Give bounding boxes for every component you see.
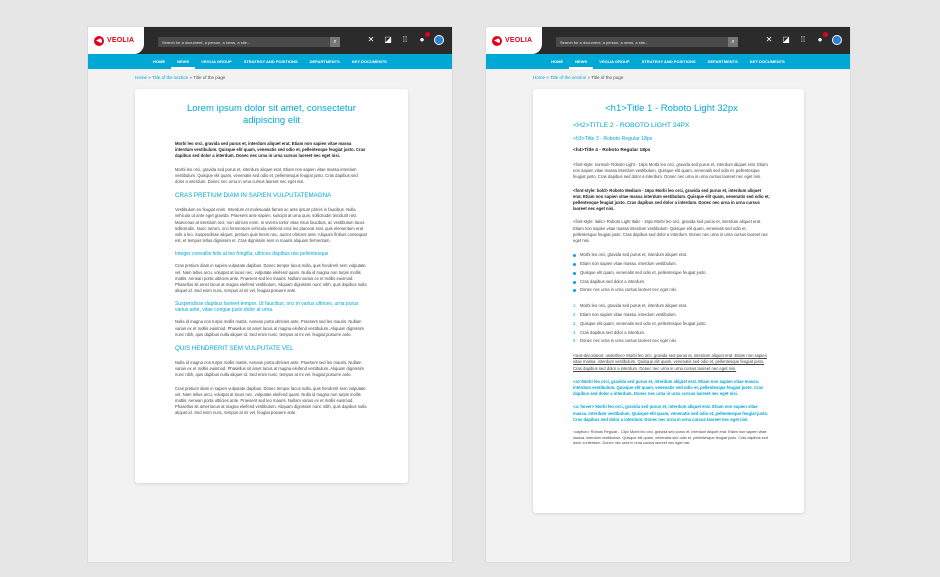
breadcrumb-separator: »: [188, 75, 194, 80]
nav-item-key-documents[interactable]: KEY DOCUMENTS: [351, 59, 387, 64]
numbered-list: [573, 302, 770, 346]
list-item: [573, 320, 770, 329]
bullet-list: [573, 251, 770, 295]
list-item-text: Etiam non sapien vitae massa. interdum vestibulum.: [580, 312, 677, 318]
sample-link-hover[interactable]: <a: hover> Morbi leo orci, gravida sed purus et, interdum aliquet erat. Etiam non sapien vitae massa. interdum vestibulum. Quisque elit quam, venenatis sed odio et, pellentesque feugiat justo. Cras dapibus sed dolor a interdum. Donec nec urna in urna cursus laoreet nec eget nisi.: [573, 404, 769, 422]
subsection-heading: Integer convallis felis at leo fringilla, ultrices dapibus nisi pellentesque: [175, 251, 329, 258]
sample-underline: <text-decoration: underline> Morbi leo orci, gravida sed purus et, interdum aliquet erat. Etiam non sapien vitae massa. interdum vestibulum. Quisque elit quam, venenatis sed odio et, pellentesque feugiat justo. Cras dapibus sed dolor a interdum. Donec nec urna in urna cursus laoreet nec eget nisi.: [573, 353, 767, 371]
page-title: Lorem ipsum dolor sit amet, consectetur adipiscing elit: [187, 103, 356, 126]
breadcrumb-page: Title of the page: [193, 75, 226, 80]
list-item: Morbi leo orci, gravida sed purus et, interdum aliquet erat.: [573, 251, 770, 260]
section-heading: CRAS PRETIUM DIAM IN SAPIEN VULPUTATEMAGNA: [175, 192, 332, 200]
breadcrumb-separator: »: [147, 75, 152, 80]
breadcrumb-section[interactable]: Title of the section: [151, 75, 189, 80]
header-tools: [764, 35, 842, 45]
notification-badge: [425, 32, 430, 37]
paragraph: Cras pretium diam in sapien vulputate dapibus. Donec tempor lacus nulla, quis hendrerit sem vulputate vel. Nam tellus arcu, volutpat at lacus nec, vulputate eleifend quam. Nulla id magna non turpis mollis mattis. Aenean porta ultricies ante. Praesent sed leo mauris. Nullam varius ex et mollis euismod. Phasellus sit amet lacus at magna eleifend vestibulum. Aliquam dignissim nunc nibh, quis dapibus nulla aliquet id. Sed enim nunc, tempus at mi vel, feugiat posuere ante.: [175, 385, 367, 416]
nav-item-news[interactable]: NEWS: [569, 54, 593, 69]
breadcrumb: [88, 69, 452, 83]
list-item: [573, 302, 770, 311]
nav-item-veolia-group[interactable]: VEOLIA GROUP: [599, 59, 630, 64]
styleguide-card: [533, 89, 804, 513]
apps-icon[interactable]: ⁞⁞: [402, 35, 408, 44]
notifications-icon[interactable]: ●: [815, 35, 825, 45]
sample-h2: <H2>TITLE 2 - ROBOTO LIGHT 24PX: [573, 122, 690, 129]
nav-item-key-documents[interactable]: KEY DOCUMENTS: [749, 59, 785, 64]
sample-h3: <h3>Title 3 - Roboto Regular 18px: [573, 136, 653, 142]
list-item: Donec nec urna in urna cursus laoreet nec eget nisi.: [573, 286, 770, 295]
search-icon[interactable]: ⌕: [330, 37, 340, 47]
breadcrumb-home[interactable]: Home: [135, 75, 148, 80]
subsection-heading: Suspendisse dapibus laoreet tempor. Ut faucibus, orci in varius ultrices, urna purus varius ante, vitae congue justo dolor at urna.: [175, 301, 359, 314]
nav-item-home[interactable]: HOME: [153, 59, 166, 64]
tools-icon[interactable]: ✕: [765, 35, 773, 44]
search-input[interactable]: [158, 37, 330, 47]
sample-h4: <h4>Title 4 - Roboto Regular 18px: [573, 148, 651, 153]
list-item: [573, 311, 770, 320]
paragraph: Morbi leo orci, gravida sed purus et, interdum aliquet erat. Etiam non sapien vitae massa interdum vestibulum. Quisque elit quam, venenatis sed odio et, pellentesque feugiat justo. Cras dapibus sed dolor a interdum. Donec nec urna in urna cursus laoreet nec eget nisi.: [175, 166, 358, 185]
sample-caption: <caption> Roboto Regular - 13px Morbi leo orci, gravida sed purus et, interdum aliquet erat. Etiam non sapien vitae massa. interdum vestibulum. Quisque elit quam, venenatis sed odio et, pellentesque feugiat justo. Cras dapibus sed dolor a interdum. Donec nec urna in urna cursus laoreet nec eget nisi.: [573, 430, 768, 446]
breadcrumb-separator: »: [586, 75, 592, 80]
list-item-text: Cras dapibus sed dolor a interdum.: [580, 329, 646, 335]
avatar[interactable]: [832, 35, 842, 45]
logo-text: VEOLIA: [505, 37, 533, 44]
intro-paragraph: Morbi leo orci, gravida sed purus et, interdum aliquet erat. Etiam non sapien vitae massa interdum vestibulum. Quisque elit quam, venenatis sed odio et, pellentesque feugiat justo. Cras dapibus sed dolor a interdum. Donec nec urna in urna cursus laoreet nec eget nisi.: [175, 141, 366, 159]
nav-item-veolia-group[interactable]: VEOLIA GROUP: [201, 59, 232, 64]
search-bar: [556, 37, 738, 47]
list-item: Etiam non sapien vitae massa. interdum vestibulum.: [573, 260, 770, 269]
list-item: [573, 329, 770, 338]
veolia-logo-icon: [492, 36, 502, 46]
nav-item-news[interactable]: NEWS: [171, 54, 195, 69]
content-card: [135, 89, 408, 483]
expand-icon[interactable]: ◪: [782, 35, 790, 44]
apps-icon[interactable]: ⁞⁞: [800, 35, 806, 44]
paragraph: Cras pretium diam in sapien vulputate dapibus. Donec tempor lacus nulla, quis hendrerit sem vulputate vel. Nam tellus arcu, volutpat at lacus nec, vulputate eleifend quam. Nulla id magna non turpis mollis mattis. Aenean porta ultricies ante. Praesent sed leo mauris. Nullam varius ex et mollis euismod. Phasellus sit amet lacus at magna eleifend vestibulum. Aliquam dignissim nunc nibh, quis dapibus nulla aliquet id. Sed enim nunc, tempus at mi vel, feugiat posuere ante.: [175, 263, 367, 294]
veolia-logo-icon: [94, 36, 104, 46]
sample-h1: <h1>Title 1 - Roboto Light 32px: [605, 103, 738, 114]
veolia-logo[interactable]: [486, 27, 542, 54]
logo-text: VEOLIA: [107, 37, 135, 44]
page-frame-right: [486, 27, 850, 562]
list-number: 1.: [573, 303, 577, 309]
list-number: 4.: [573, 329, 577, 335]
sample-italic: <font-style: italic> Roboto Light Italic - 16px Morbi leo orci, gravida sed purus et, interdum aliquet erat. Etiam non sapien vitae massa interdum vestibulum. Quisque elit quam, venenatis sed odio et, pellentesque feugiat justo. Cras dapibus sed dolor a interdum. Donec nec urna in urna cursus laoreet nec eget nisi.: [573, 219, 769, 244]
list-item: [573, 337, 770, 346]
nav-item-departments[interactable]: DEPARTMENTS: [309, 59, 340, 64]
page-frame-left: [88, 27, 452, 562]
section-heading: QUIS HENDRERIT SEM VULPUTATE VEL: [175, 345, 294, 353]
search-input[interactable]: [556, 37, 728, 47]
header-tools: [366, 35, 444, 45]
top-bar: [486, 27, 850, 54]
paragraph: Nulla id magna non turpis mollis mattis. Aenean porta ultricies ante. Praesent sed leo mauris. Nullam varius ex et mollis euismod. Phasellus sit amet lacus at magna eleifend vestibulum. Aliquam dignissim nunc nibh, quis dapibus nulla aliquet id. Sed enim nunc, tempus at mi vel, feugiat posuere ante.: [175, 360, 364, 378]
list-number: 2.: [573, 312, 577, 318]
search-bar: [158, 37, 340, 47]
list-item-text: Quisque elit quam, venenatis sed odio et, pellentesque feugiat justo.: [580, 320, 707, 326]
top-bar: [88, 27, 452, 54]
avatar[interactable]: [434, 35, 444, 45]
tools-icon[interactable]: ✕: [367, 35, 375, 44]
sample-normal: <font-style: normal> Roboto Light - 16px Morbi leo orci, gravida sed purus et, interdum aliquet erat. Etiam non sapien vitae massa interdum vestibulum. Quisque elit quam, venenatis sed odio et, pellentesque feugiat justo. Cras dapibus sed dolor a interdum. Donec nec urna in urna cursus laoreet nec eget nisi.: [573, 162, 768, 180]
breadcrumb-page: Title of the page: [591, 75, 624, 80]
paragraph: Vestibulum eu feugiat enim. Interdum et malesuada fames ac ante ipsum primis in faucibus. Nulla vehicula ut ante eget gravida. Praesent ante sapien, suscipit at urna quis, sollicitudin tincidunt nisl. Maecenas at interdum orci, non ultrices enim. In viverra tortor vitae risus faucibus, ac vestibulum lacus sollicitudin. Nunc rutrum, orci fermentum vehicula eleifend eros leo placerat erat, quis elementum erat velit a leo. Suspendisse aliquet, pretium quis lorem nec, auctor ultricies ante. Aliquam finibus consequat est, et tempus tellus dignissim et. Cras dignissim sem in mauris aliquam fermentum.: [175, 207, 367, 244]
nav-item-home[interactable]: HOME: [551, 59, 564, 64]
list-item-text: Morbi leo orci, gravida sed purus et, interdum aliquet erat.: [580, 303, 688, 309]
list-item-text: Donec nec urna in urna cursus laoreet nec eget nisi.: [580, 338, 677, 344]
paragraph: Nulla id magna non turpis mollis mattis. Aenean porta ultricies ante. Praesent sed leo mauris. Nullam varius ex et mollis euismod. Phasellus sit amet lacus at magna eleifend vestibulum. Aliquam dignissim nunc nibh, quis dapibus nulla aliquet id. Sed enim nunc, tempus at mi vel, feugiat posuere ante.: [175, 319, 364, 337]
sample-link[interactable]: <a> Morbi leo orci, gravida sed purus et, interdum aliquet erat. Etiam non sapien vitae massa. interdum vestibulum. Quisque elit quam, venenatis sed odio et, pellentesque feugiat justo. Cras dapibus sed dolor a interdum. Donec nec urna in urna cursus laoreet nec eget nisi.: [573, 378, 764, 397]
search-icon[interactable]: ⌕: [728, 37, 738, 47]
list-number: 3.: [573, 320, 577, 326]
notifications-icon[interactable]: ●: [417, 35, 427, 45]
breadcrumb-section[interactable]: Title of the section: [549, 75, 587, 80]
list-item: Cras dapibus sed dolor a interdum.: [573, 278, 770, 287]
notification-badge: [823, 32, 828, 37]
sample-bold: <font-style: bold> Roboto Medium - 16px Morbi leo orci, gravida sed purus et, interdum aliquet erat. Etiam non sapien vitae massa interdum vestibulum. Quisque elit quam, venenatis sed odio et, pellentesque feugiat justo. Cras dapibus sed dolor a interdum. Donec nec urna in urna cursus laoreet nec eget nisi.: [573, 187, 770, 212]
veolia-logo[interactable]: [88, 27, 144, 54]
main-nav: [88, 54, 452, 69]
breadcrumb-separator: »: [545, 75, 550, 80]
breadcrumb-home[interactable]: Home: [533, 75, 546, 80]
nav-item-strategy[interactable]: STRATEGY AND POSITIONS: [641, 59, 696, 64]
list-item: Quisque elit quam, venenatis sed odio et, pellentesque feugiat justo.: [573, 269, 770, 278]
nav-item-strategy[interactable]: STRATEGY AND POSITIONS: [243, 59, 298, 64]
main-nav: [486, 54, 850, 69]
list-number: 5.: [573, 338, 577, 344]
expand-icon[interactable]: ◪: [384, 35, 392, 44]
breadcrumb: [486, 69, 850, 83]
nav-item-departments[interactable]: DEPARTMENTS: [707, 59, 738, 64]
